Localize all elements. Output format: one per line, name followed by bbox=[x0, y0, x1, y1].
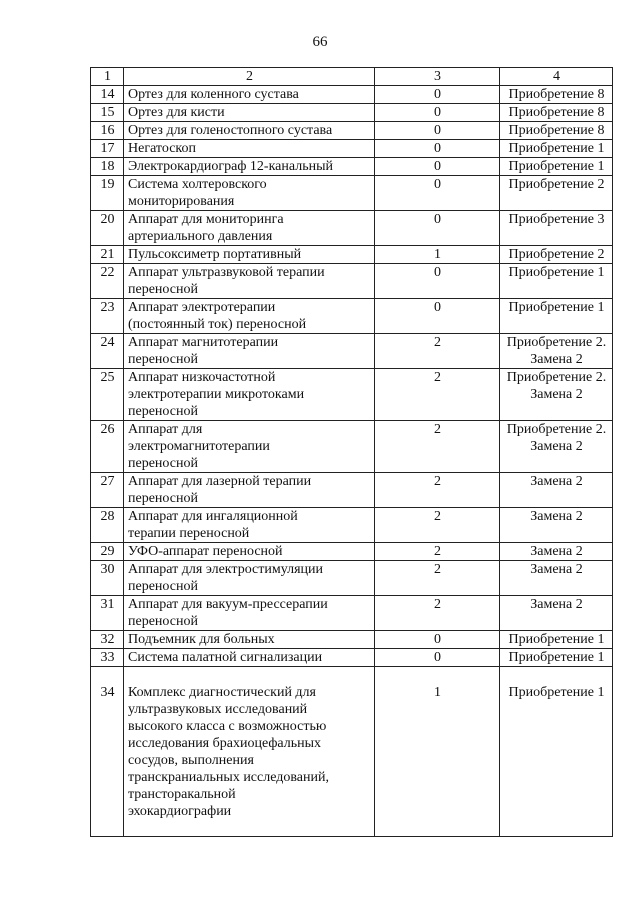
item-name: Аппарат для мониторинга артериального давления bbox=[124, 211, 375, 246]
item-quantity: 0 bbox=[375, 264, 500, 299]
item-action: Приобретение 1 bbox=[500, 631, 613, 649]
row-number: 30 bbox=[91, 561, 124, 596]
item-action: Приобретение 2 bbox=[500, 246, 613, 264]
table-row bbox=[91, 631, 613, 649]
header-cell-2: 2 bbox=[124, 68, 375, 86]
item-quantity: 0 bbox=[375, 649, 500, 667]
item-quantity: 0 bbox=[375, 86, 500, 104]
header-cell-3: 3 bbox=[375, 68, 500, 86]
item-name: Комплекс диагностический для ультразвуковых исследований высокого класса с возможностью исследования брахиоцефальных сосудов, выполнения транскраниальных исследований, трансторакальной эхокардиографии bbox=[124, 667, 375, 837]
table-row bbox=[91, 473, 613, 508]
item-quantity: 0 bbox=[375, 158, 500, 176]
item-name: Аппарат для ингаляционной терапии переносной bbox=[124, 508, 375, 543]
item-quantity: 1 bbox=[375, 246, 500, 264]
row-number: 32 bbox=[91, 631, 124, 649]
item-quantity: 2 bbox=[375, 473, 500, 508]
item-quantity: 0 bbox=[375, 176, 500, 211]
row-number: 17 bbox=[91, 140, 124, 158]
item-name: Электрокардиограф 12-канальный bbox=[124, 158, 375, 176]
item-action: Приобретение 1 bbox=[500, 299, 613, 334]
equipment-table bbox=[90, 67, 613, 837]
table-row bbox=[91, 421, 613, 473]
item-action: Замена 2 bbox=[500, 508, 613, 543]
item-quantity: 2 bbox=[375, 596, 500, 631]
table-row bbox=[91, 299, 613, 334]
item-action: Приобретение 8 bbox=[500, 104, 613, 122]
item-action: Приобретение 1 bbox=[500, 649, 613, 667]
table-row bbox=[91, 649, 613, 667]
row-number: 23 bbox=[91, 299, 124, 334]
item-name: Аппарат для вакуум-прессерапии переносной bbox=[124, 596, 375, 631]
item-action: Приобретение 2. Замена 2 bbox=[500, 421, 613, 473]
table-row bbox=[91, 596, 613, 631]
item-quantity: 0 bbox=[375, 211, 500, 246]
table-row bbox=[91, 334, 613, 369]
item-action: Приобретение 1 bbox=[500, 140, 613, 158]
item-name: Ортез для коленного сустава bbox=[124, 86, 375, 104]
item-action: Приобретение 3 bbox=[500, 211, 613, 246]
item-name: Ортез для кисти bbox=[124, 104, 375, 122]
item-name: Аппарат электротерапии (постоянный ток) переносной bbox=[124, 299, 375, 334]
table-header-row bbox=[91, 68, 613, 86]
row-number: 16 bbox=[91, 122, 124, 140]
item-name: Аппарат ультразвуковой терапии переносной bbox=[124, 264, 375, 299]
item-action: Замена 2 bbox=[500, 473, 613, 508]
item-quantity: 0 bbox=[375, 140, 500, 158]
table-row bbox=[91, 176, 613, 211]
item-name: Аппарат для лазерной терапии переносной bbox=[124, 473, 375, 508]
item-quantity: 2 bbox=[375, 369, 500, 421]
item-action: Приобретение 1 bbox=[500, 158, 613, 176]
row-number: 24 bbox=[91, 334, 124, 369]
table-row bbox=[91, 543, 613, 561]
item-action: Приобретение 8 bbox=[500, 122, 613, 140]
item-action: Приобретение 2. Замена 2 bbox=[500, 369, 613, 421]
row-number: 27 bbox=[91, 473, 124, 508]
row-number: 25 bbox=[91, 369, 124, 421]
table-row bbox=[91, 140, 613, 158]
item-name: Аппарат для электростимуляции переносной bbox=[124, 561, 375, 596]
item-quantity: 1 bbox=[375, 667, 500, 837]
item-action: Замена 2 bbox=[500, 543, 613, 561]
item-quantity: 0 bbox=[375, 122, 500, 140]
item-action: Приобретение 2 bbox=[500, 176, 613, 211]
table-row bbox=[91, 86, 613, 104]
table-row bbox=[91, 158, 613, 176]
item-quantity: 2 bbox=[375, 421, 500, 473]
item-action: Приобретение 8 bbox=[500, 86, 613, 104]
item-action: Замена 2 bbox=[500, 561, 613, 596]
item-name: Ортез для голеностопного сустава bbox=[124, 122, 375, 140]
item-quantity: 2 bbox=[375, 561, 500, 596]
row-number: 15 bbox=[91, 104, 124, 122]
row-number: 26 bbox=[91, 421, 124, 473]
item-quantity: 0 bbox=[375, 104, 500, 122]
table-row bbox=[91, 264, 613, 299]
table-row bbox=[91, 104, 613, 122]
row-number: 18 bbox=[91, 158, 124, 176]
item-action: Приобретение 1 bbox=[500, 264, 613, 299]
item-quantity: 2 bbox=[375, 508, 500, 543]
item-name: Пульсоксиметр портативный bbox=[124, 246, 375, 264]
row-number: 33 bbox=[91, 649, 124, 667]
table-row bbox=[91, 122, 613, 140]
page-number: 66 bbox=[312, 34, 328, 50]
row-number: 20 bbox=[91, 211, 124, 246]
row-number: 31 bbox=[91, 596, 124, 631]
item-action: Замена 2 bbox=[500, 596, 613, 631]
header-cell-4: 4 bbox=[500, 68, 613, 86]
item-name: Аппарат низкочастотной электротерапии микротоками переносной bbox=[124, 369, 375, 421]
item-name: Система палатной сигнализации bbox=[124, 649, 375, 667]
table-row bbox=[91, 508, 613, 543]
table-row bbox=[91, 369, 613, 421]
item-name: УФО-аппарат переносной bbox=[124, 543, 375, 561]
row-number: 19 bbox=[91, 176, 124, 211]
item-quantity: 2 bbox=[375, 543, 500, 561]
table-row bbox=[91, 211, 613, 246]
item-name: Система холтеровского мониторирования bbox=[124, 176, 375, 211]
item-action: Приобретение 2. Замена 2 bbox=[500, 334, 613, 369]
table-row bbox=[91, 561, 613, 596]
table-row bbox=[91, 667, 613, 837]
item-quantity: 0 bbox=[375, 299, 500, 334]
item-name: Подъемник для больных bbox=[124, 631, 375, 649]
row-number: 21 bbox=[91, 246, 124, 264]
item-name: Негатоскоп bbox=[124, 140, 375, 158]
item-name: Аппарат для электромагнитотерапии переносной bbox=[124, 421, 375, 473]
row-number: 29 bbox=[91, 543, 124, 561]
item-name: Аппарат магнитотерапии переносной bbox=[124, 334, 375, 369]
row-number: 22 bbox=[91, 264, 124, 299]
row-number: 14 bbox=[91, 86, 124, 104]
item-quantity: 0 bbox=[375, 631, 500, 649]
item-action: Приобретение 1 bbox=[500, 667, 613, 837]
row-number: 34 bbox=[91, 667, 124, 837]
header-cell-1: 1 bbox=[91, 68, 124, 86]
row-number: 28 bbox=[91, 508, 124, 543]
table-row bbox=[91, 246, 613, 264]
item-quantity: 2 bbox=[375, 334, 500, 369]
